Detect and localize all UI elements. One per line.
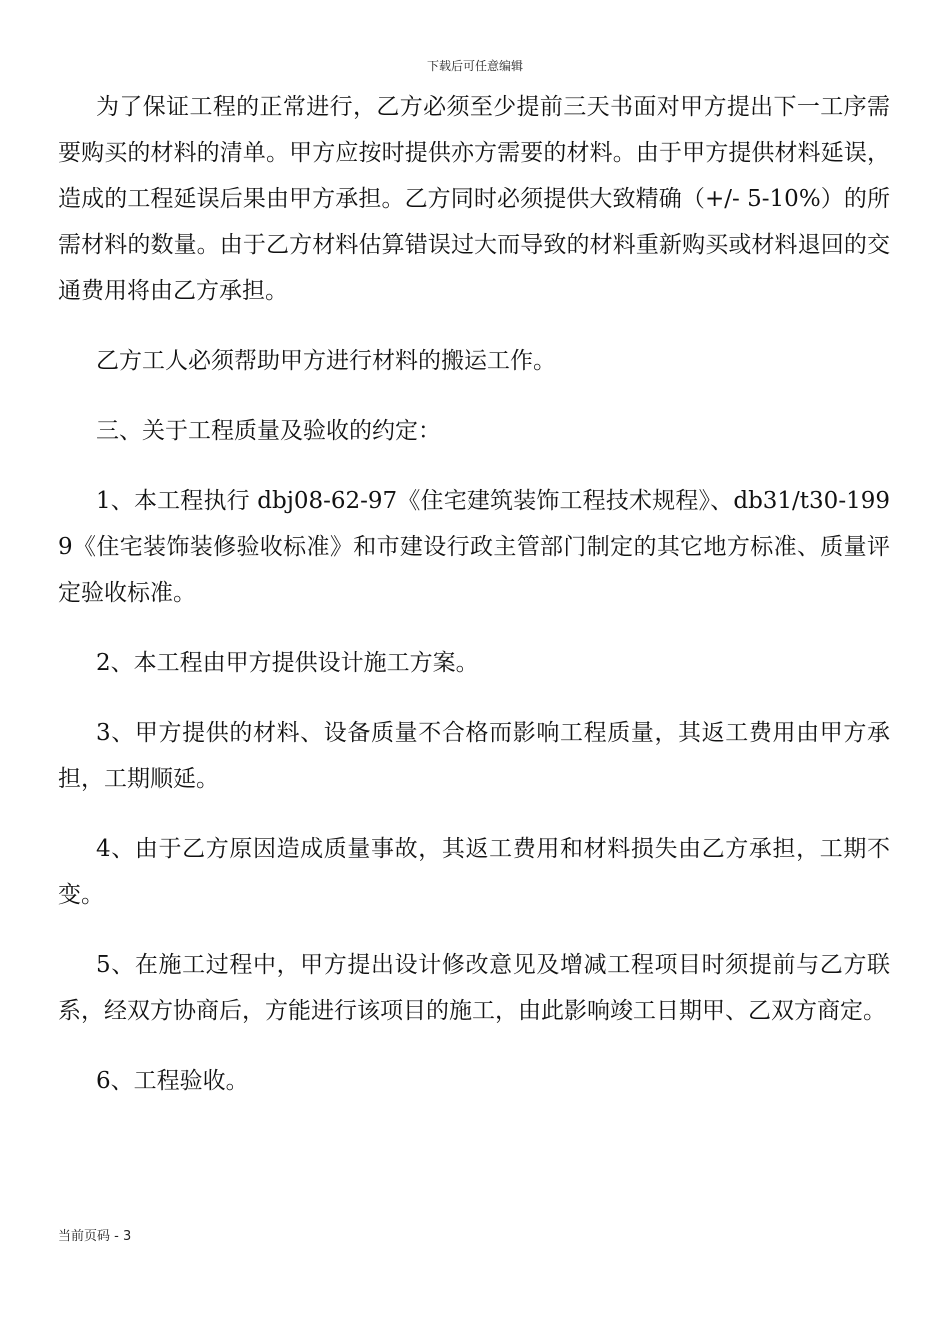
page-header: 下载后可任意编辑 <box>426 59 523 73</box>
clause-1-standards: 1、本工程执行 dbj08-62-97《住宅建筑装饰工程技术规程》、db31/t30-1999《住宅装饰装修验收标准》和市建设行政主管部门制定的其它地方标准、质量评定验收标准。 <box>58 488 890 606</box>
clause-5-design-changes: 5、在施工过程中，甲方提出设计修改意见及增减工程项目时须提前与乙方联系，经双方协商后，方能进行该项目的施工，由此影响竣工日期甲、乙双方商定。 <box>58 952 890 1024</box>
clause-2-design: 2、本工程由甲方提供设计施工方案。 <box>96 650 479 676</box>
page-number: 当前页码 - 3 <box>58 1229 132 1244</box>
paragraph-material-handling: 乙方工人必须帮助甲方进行材料的搬运工作。 <box>96 348 556 374</box>
clause-6-acceptance: 6、工程验收。 <box>96 1068 249 1094</box>
clause-3-party-a-materials: 3、甲方提供的材料、设备质量不合格而影响工程质量，其返工费用由甲方承担，工期顺延。 <box>58 720 890 792</box>
clause-4-party-b-accidents: 4、由于乙方原因造成质量事故，其返工费用和材料损失由乙方承担，工期不变。 <box>58 836 890 908</box>
document-body <box>58 84 890 1128</box>
paragraph-materials: 为了保证工程的正常进行，乙方必须至少提前三天书面对甲方提出下一工序需要购买的材料的清单。甲方应按时提供亦方需要的材料。由于甲方提供材料延误，造成的工程延误后果由甲方承担。乙方同时必须提供大致精确（+/- 5-10%）的所需材料的数量。由于乙方材料估算错误过大而导致的材料重新购买或材料退回的交通费用将由乙方承担。 <box>58 94 890 304</box>
section-heading-quality: 三、关于工程质量及验收的约定： <box>96 418 441 444</box>
